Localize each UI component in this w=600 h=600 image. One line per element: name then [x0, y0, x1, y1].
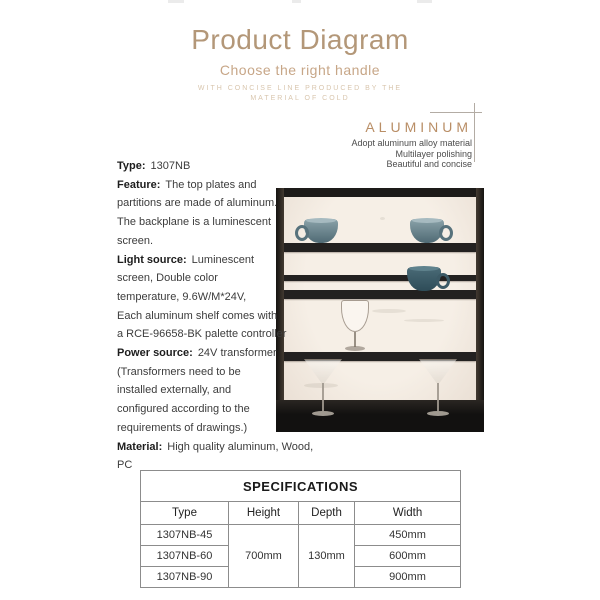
spec-item-light-source	[117, 251, 317, 270]
martini-glass-stem	[322, 383, 324, 411]
spec-text-line: (Transformers need to be	[117, 365, 241, 378]
teacup-handle	[436, 273, 450, 289]
specifications-table	[140, 470, 461, 588]
teacup	[407, 267, 441, 291]
column-header-height: Height	[229, 502, 299, 525]
top-edge-artifact	[417, 0, 432, 3]
cell-depth-merged: 130mm	[299, 525, 355, 588]
shelf-frame-right	[476, 188, 484, 432]
backplane-smudge	[380, 217, 385, 220]
page-title: Product Diagram	[191, 24, 409, 55]
martini-glass	[418, 359, 458, 416]
top-edge-artifact	[292, 0, 301, 3]
spec-label: Type:	[117, 160, 146, 172]
top-edge-artifact	[168, 0, 184, 3]
cell-width: 900mm	[355, 567, 461, 588]
spec-item-feature	[117, 176, 317, 195]
cell-height-merged: 700mm	[229, 525, 299, 588]
aluminum-heading: ALUMINUM	[365, 119, 472, 135]
spec-text-line: screen.	[117, 234, 154, 247]
aluminum-note-3: Beautiful and concise	[386, 159, 472, 169]
spec-text-line: The backplane is a luminescent	[117, 216, 272, 229]
martini-glass-stem	[437, 383, 439, 411]
spec-text-line: requirements of drawings.)	[117, 421, 248, 434]
table-row	[141, 525, 461, 546]
teacup-handle	[439, 225, 453, 241]
table-header-row	[141, 502, 461, 525]
cell-width: 600mm	[355, 546, 461, 567]
cell-type: 1307NB-45	[141, 525, 229, 546]
column-header-type: Type	[141, 502, 229, 525]
spec-text-line: configured according to the	[117, 403, 250, 416]
aluminum-callout	[351, 119, 472, 170]
cell-type: 1307NB-90	[141, 567, 229, 588]
spec-label: Material:	[117, 440, 163, 453]
backplane-smudge	[404, 319, 444, 322]
spec-text-line: temperature, 9.6W/M*24V,	[117, 290, 247, 303]
teacup-rim	[412, 218, 442, 223]
tagline-line-2: MATERIAL OF COLD	[250, 95, 350, 102]
wine-glass-stem	[354, 332, 356, 347]
cell-type: 1307NB-60	[141, 546, 229, 567]
column-header-depth: Depth	[299, 502, 355, 525]
table-title: SPECIFICATIONS	[141, 471, 461, 502]
spec-label: Power source:	[117, 347, 193, 360]
spec-text: Luminescent	[191, 253, 255, 266]
spec-text: The top plates and	[165, 178, 257, 191]
column-header-width: Width	[355, 502, 461, 525]
spec-text-line: screen, Double color	[117, 272, 218, 285]
teacup-rim	[409, 266, 439, 271]
tagline-line-1: WITH CONCISE LINE PRODUCED BY THE	[197, 85, 403, 92]
spec-text: 24V transformer	[197, 347, 277, 360]
spec-label: Light source:	[117, 253, 187, 266]
spec-text-line: installed externally, and	[117, 384, 232, 397]
spec-item-power-source	[117, 344, 317, 363]
aluminum-note-2: Multilayer polishing	[395, 148, 472, 159]
table-title-row	[141, 471, 461, 502]
spec-item-material	[117, 438, 317, 475]
wine-glass-bowl	[341, 300, 369, 332]
page-subtitle: Choose the right handle	[219, 62, 381, 78]
spec-label: Feature:	[117, 178, 161, 191]
aluminum-note-1: Adopt aluminum alloy material	[351, 138, 472, 148]
spec-text-line: partitions are made of aluminum.	[117, 197, 278, 210]
martini-glass-foot	[427, 411, 449, 416]
spec-text: 1307NB	[150, 160, 191, 172]
tagline	[0, 84, 600, 104]
wine-glass-foot	[345, 346, 365, 351]
teacup	[410, 219, 444, 243]
spec-text-line: a RCE-96658-BK palette controller	[117, 328, 287, 341]
wine-glass	[340, 300, 370, 351]
backplane-smudge	[372, 309, 406, 313]
spec-text-line: Each aluminum shelf comes with	[117, 309, 278, 322]
cell-width: 450mm	[355, 525, 461, 546]
product-description	[117, 157, 317, 475]
spec-text: High quality aluminum, Wood, PC	[117, 440, 314, 472]
spec-item-type	[117, 157, 317, 176]
martini-glass-bowl	[419, 359, 457, 383]
callout-vertical-line	[474, 103, 475, 162]
